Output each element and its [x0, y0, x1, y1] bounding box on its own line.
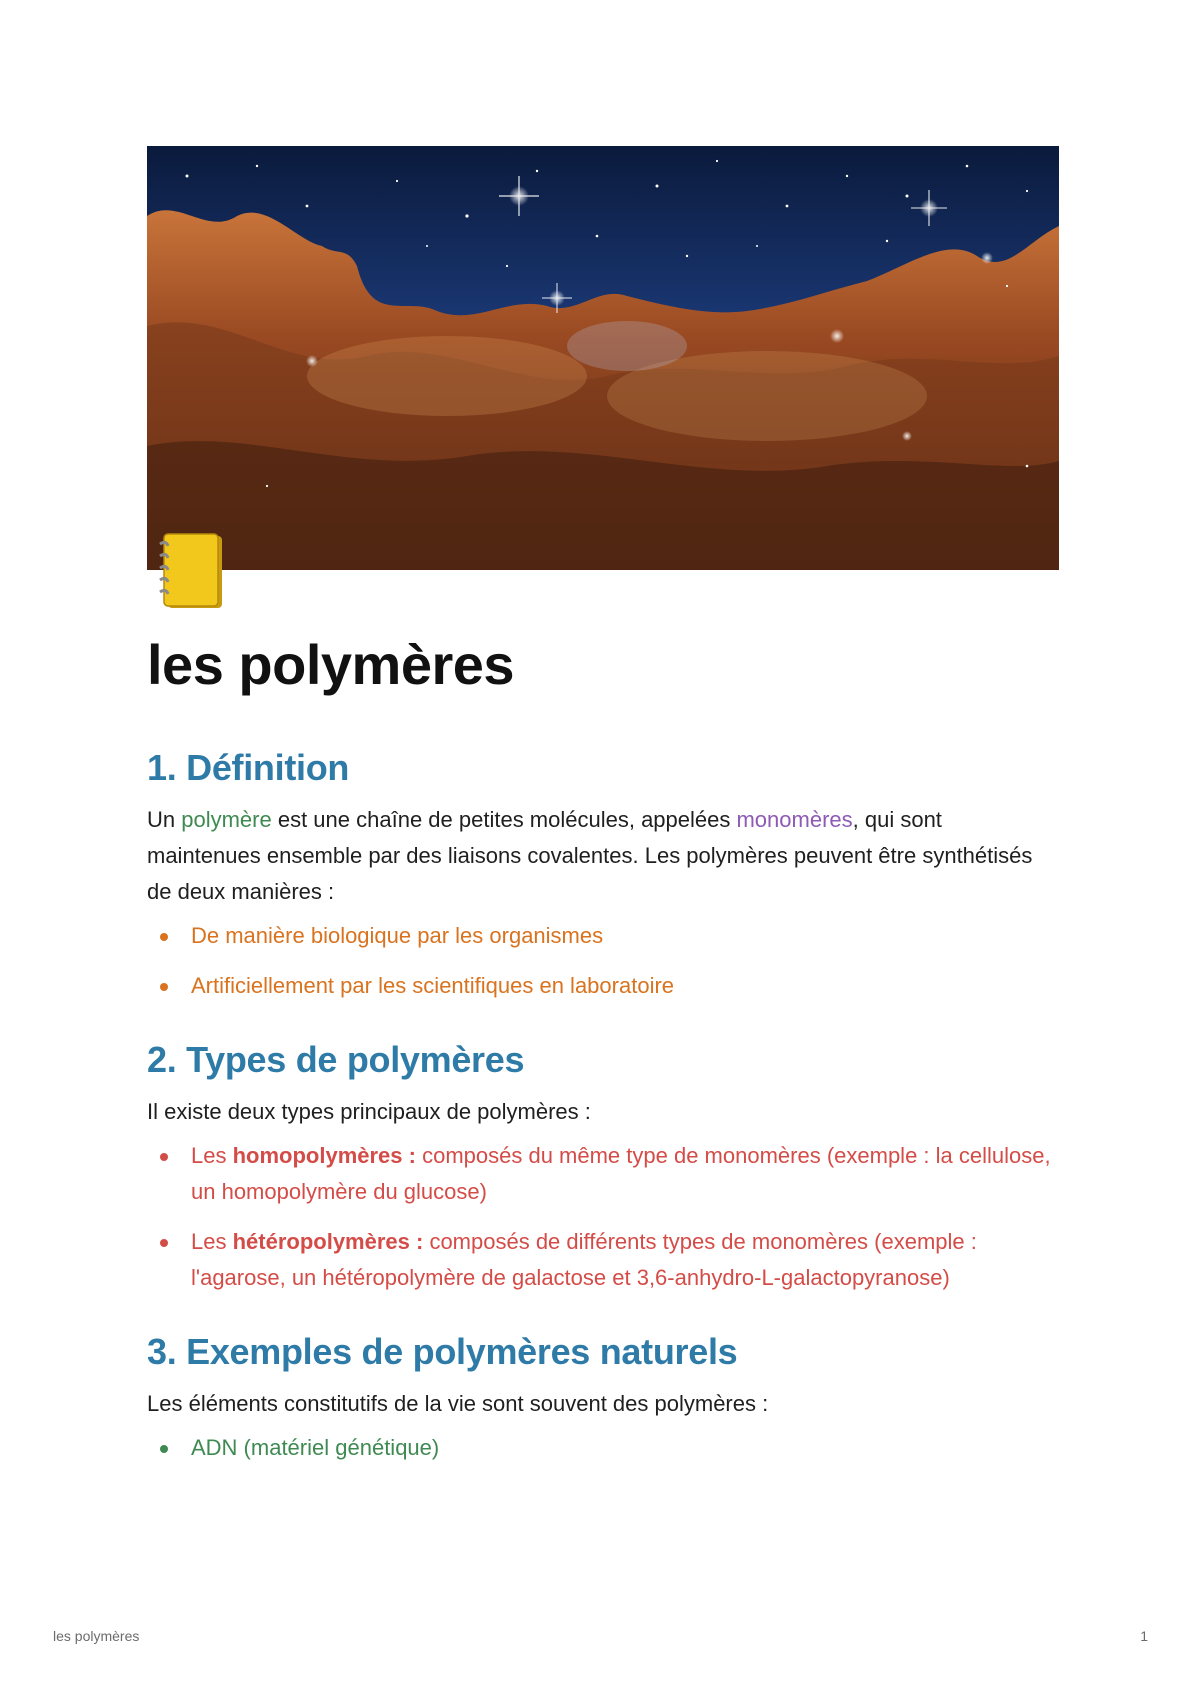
- footer-title: les polymères: [53, 1628, 140, 1644]
- text-run: Un: [147, 807, 182, 832]
- examples-paragraph: Les éléments constitutifs de la vie sont souvent des polymères :: [147, 1391, 769, 1416]
- keyword-polymere: polymère: [181, 807, 272, 832]
- bullet-dot: [160, 1445, 168, 1453]
- text-run: composés du même type de monomères (exemple : la cellulose, un homopolymère du glucose): [191, 1143, 1051, 1204]
- bullet-dot: [160, 983, 168, 991]
- list-item: [147, 1430, 1059, 1466]
- section-heading: 1. Définition: [147, 747, 350, 788]
- section-heading: 2. Types de polymères: [147, 1039, 525, 1080]
- text-run: Les: [191, 1229, 233, 1254]
- list-item-text: De manière biologique par les organismes: [191, 923, 604, 948]
- list-item: [147, 918, 1059, 954]
- bullet-dot: [160, 1239, 168, 1247]
- list-item: [147, 1224, 1059, 1296]
- types-paragraph: Il existe deux types principaux de polymères :: [147, 1099, 591, 1124]
- definition-paragraph: [147, 802, 1059, 910]
- nebula-image: [147, 146, 1059, 570]
- section-types: [147, 1038, 1059, 1296]
- cover-image: [147, 146, 1059, 570]
- term-heteropolymeres: hétéropolymères :: [232, 1229, 424, 1254]
- bullet-dot: [160, 933, 168, 941]
- text-run: est une chaîne de petites molécules, appelées: [271, 807, 737, 832]
- page-number: 1: [1140, 1628, 1148, 1644]
- bullet-dot: [160, 1153, 168, 1161]
- list-item: [147, 968, 1059, 1004]
- section-examples: [147, 1330, 1059, 1466]
- synthesis-list: [147, 918, 1059, 1004]
- section-definition: [147, 746, 1059, 1004]
- text-run: , qui sont maintenues ensemble par des liaisons covalentes. Les polymères peuvent être synthétisés de deux manières :: [147, 807, 1033, 904]
- text-run: composés de différents types de monomères (exemple : l'agarose, un hétéropolymère de galactose et 3,6-anhydro-L-galactopyranose): [191, 1229, 977, 1290]
- types-list: [147, 1138, 1059, 1296]
- page-title: les polymères: [147, 633, 515, 696]
- keyword-monomeres: monomères: [736, 807, 853, 832]
- page: [147, 146, 1059, 1460]
- text-run: Les: [191, 1143, 233, 1168]
- document-content: [147, 746, 1059, 1500]
- examples-list: [147, 1430, 1059, 1466]
- list-item-text: ADN (matériel génétique): [191, 1435, 440, 1460]
- term-homopolymeres: homopolymères :: [232, 1143, 416, 1168]
- list-item: [147, 1138, 1059, 1210]
- section-heading: 3. Exemples de polymères naturels: [147, 1331, 738, 1372]
- notebook-icon: [154, 530, 230, 614]
- list-item-text: Artificiellement par les scientifiques en laboratoire: [191, 973, 675, 998]
